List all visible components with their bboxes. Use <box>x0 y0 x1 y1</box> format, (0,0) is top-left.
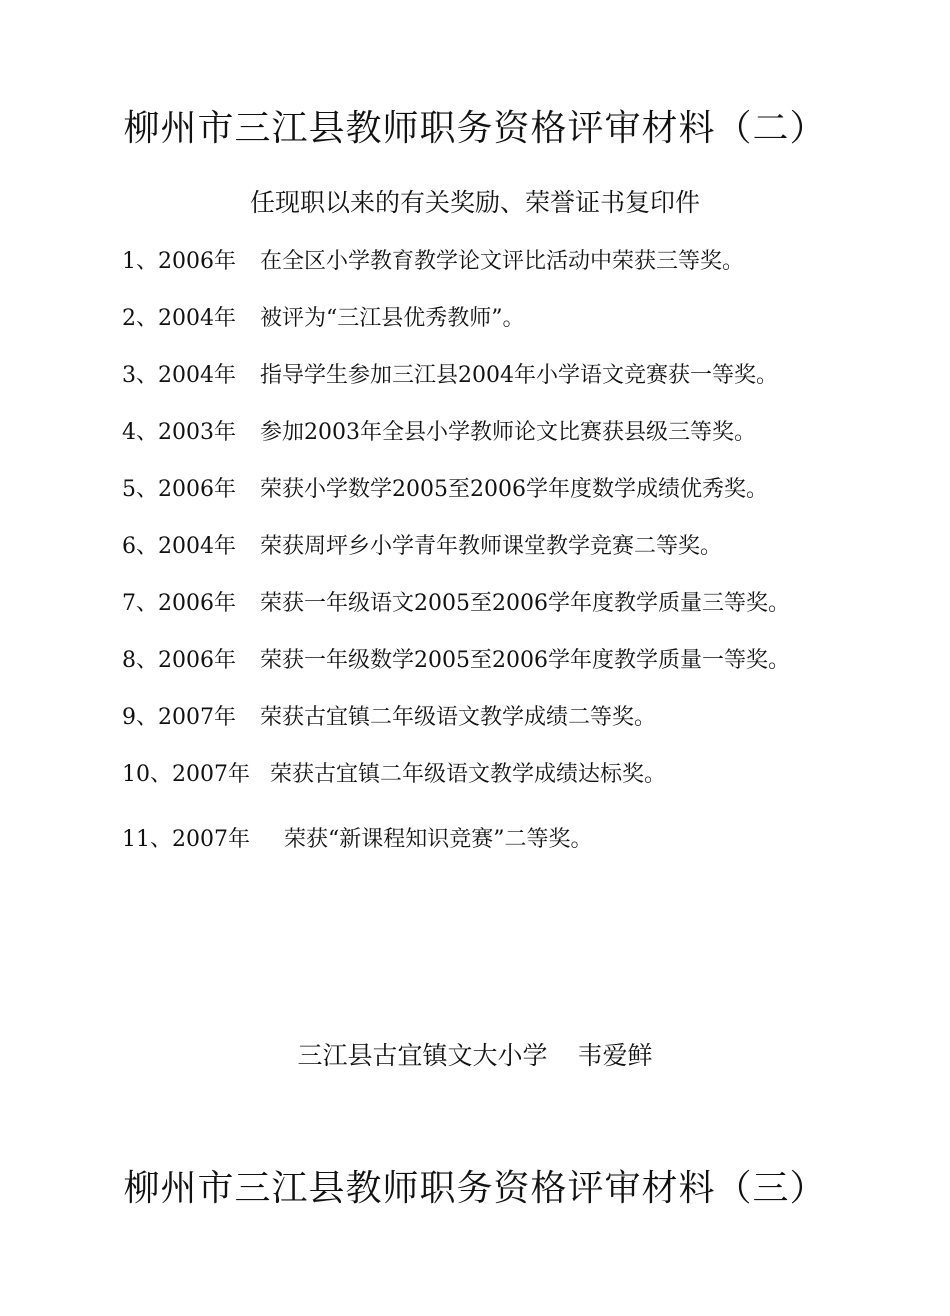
signature-school: 三江县古宜镇文大小学 <box>297 1041 548 1070</box>
award-item <box>122 757 902 814</box>
award-item <box>122 529 902 586</box>
signature-name: 韦爱鲜 <box>577 1041 653 1070</box>
section-subtitle: 任现职以来的有关奖励、荣誉证书复印件 <box>249 188 700 217</box>
award-list <box>122 244 902 879</box>
award-item <box>122 586 902 643</box>
award-date: 11、2007年 <box>122 827 250 852</box>
award-item <box>122 700 902 757</box>
award-text: 荣获古宜镇二年级语文教学成绩达标奖。 <box>270 762 667 787</box>
award-text: 荣获周坪乡小学青年教师课堂教学竞赛二等奖。 <box>260 534 723 559</box>
document-title-part-3: 柳州市三江县教师职务资格评审材料（三） <box>123 1168 827 1209</box>
award-date: 8、2006年 <box>122 648 236 673</box>
award-item <box>122 358 902 415</box>
award-date: 9、2007年 <box>122 705 236 730</box>
award-date: 2、2004年 <box>122 306 236 331</box>
award-date: 3、2004年 <box>122 363 236 388</box>
award-text: 参加2003年全县小学教师论文比赛获县级三等奖。 <box>260 420 756 445</box>
document-title-part-2: 柳州市三江县教师职务资格评审材料（二） <box>123 108 827 149</box>
award-item <box>122 244 902 301</box>
signature-line <box>0 1036 950 1072</box>
award-text: 指导学生参加三江县2004年小学语文竞赛获一等奖。 <box>260 363 778 388</box>
award-text: 在全区小学教育教学论文评比活动中荣获三等奖。 <box>260 249 745 274</box>
award-item <box>122 643 902 700</box>
award-date: 1、2006年 <box>122 249 236 274</box>
award-text: 荣获古宜镇二年级语文教学成绩二等奖。 <box>260 705 657 730</box>
award-text: 荣获一年级语文2005至2006学年度教学质量三等奖。 <box>260 591 790 616</box>
award-text: 荣获“新课程知识竞赛”二等奖。 <box>284 827 593 852</box>
award-date: 5、2006年 <box>122 477 236 502</box>
award-text: 被评为“三江县优秀教师”。 <box>260 306 525 331</box>
award-item <box>122 415 902 472</box>
award-item <box>122 472 902 529</box>
award-text: 荣获小学数学2005至2006学年度数学成绩优秀奖。 <box>260 477 768 502</box>
award-date: 10、2007年 <box>122 762 250 787</box>
award-date: 7、2006年 <box>122 591 236 616</box>
award-date: 6、2004年 <box>122 534 236 559</box>
award-item <box>122 822 902 879</box>
award-item <box>122 301 902 358</box>
award-date: 4、2003年 <box>122 420 236 445</box>
award-text: 荣获一年级数学2005至2006学年度教学质量一等奖。 <box>260 648 790 673</box>
